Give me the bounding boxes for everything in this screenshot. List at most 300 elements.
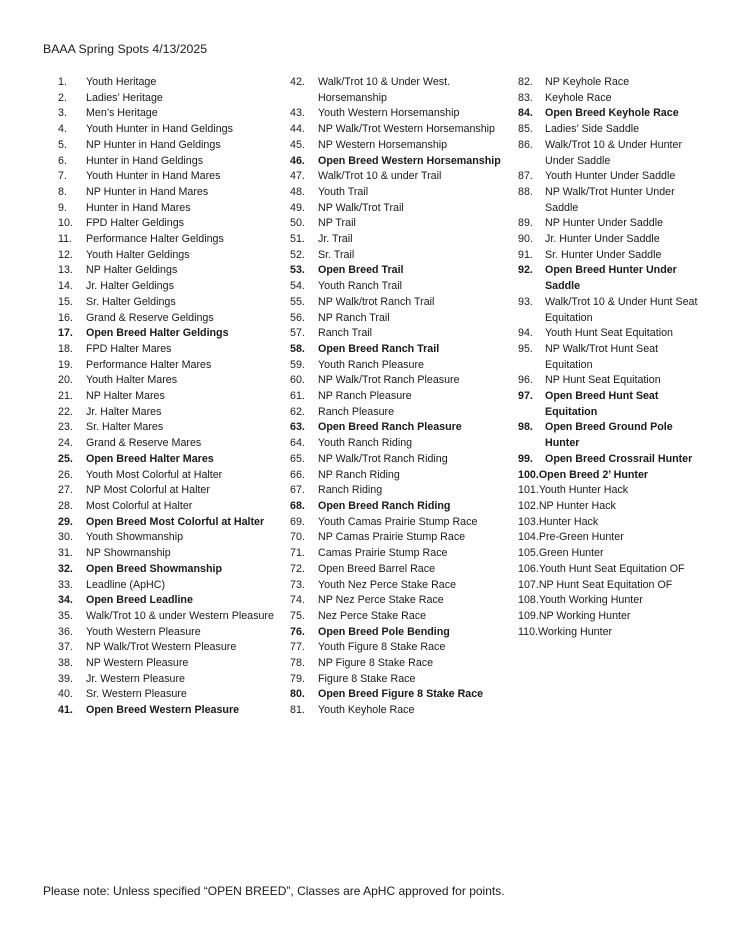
class-list-item: [290, 138, 510, 154]
class-list-item: [290, 656, 510, 672]
class-number: 29.: [58, 515, 73, 528]
class-list-item: [290, 279, 510, 295]
class-list-item: [518, 342, 698, 373]
class-name: NP Walk/Trot Hunter Under Saddle: [545, 185, 675, 214]
class-list-item: [518, 546, 698, 562]
class-number: 106.: [518, 562, 539, 575]
class-number: 10.: [58, 217, 73, 230]
class-list-item: [290, 326, 510, 342]
class-list-item: [518, 75, 698, 91]
class-name: NP Western Horsemanship: [318, 138, 448, 151]
class-number: 67.: [290, 484, 305, 497]
class-list-item: [58, 625, 283, 641]
class-list-item: [58, 154, 283, 170]
class-name: NP Hunt Seat Equitation OF: [538, 578, 673, 591]
class-number: 56.: [290, 311, 305, 324]
class-name: FPD Halter Geldings: [86, 217, 185, 230]
class-name: Grand & Reserve Mares: [86, 437, 202, 450]
class-list-item: [518, 91, 698, 107]
class-number: 57.: [290, 327, 305, 340]
class-name: Ranch Pleasure: [318, 405, 395, 418]
class-list-item: [518, 138, 698, 169]
class-number: 27.: [58, 484, 73, 497]
class-name: Sr. Halter Geldings: [86, 295, 176, 308]
class-number: 87.: [518, 170, 533, 183]
class-number: 13.: [58, 264, 73, 277]
class-number: 1.: [58, 76, 67, 88]
class-name: Walk/Trot 10 & Under West. Horsemanship: [318, 76, 451, 104]
class-name: Youth Heritage: [86, 76, 157, 88]
class-list-item: [58, 515, 283, 531]
class-number: 59.: [290, 358, 305, 371]
class-number: 16.: [58, 311, 73, 324]
class-number: 96.: [518, 374, 533, 387]
class-list-item: [58, 609, 283, 625]
class-list-item: [518, 185, 698, 216]
class-number: 45.: [290, 138, 305, 151]
class-number: 101.: [518, 484, 539, 497]
class-name: Hunter Hack: [538, 515, 599, 528]
class-list-item: [290, 185, 510, 201]
class-list-item: [58, 483, 283, 499]
class-name: Open Breed Western Horsemanship: [318, 154, 501, 167]
class-number: 110.: [518, 625, 539, 638]
class-list-item: [518, 593, 698, 609]
class-name: Open Breed Ranch Riding: [318, 499, 451, 512]
class-number: 54.: [290, 280, 305, 293]
class-list-item: [290, 154, 510, 170]
class-name: Open Breed Leadline: [86, 594, 193, 607]
footer-note: Please note: Unless specified “OPEN BREED”, Classes are ApHC approved for points.: [43, 884, 505, 898]
class-number: 84.: [518, 107, 533, 120]
class-number: 48.: [290, 185, 305, 198]
class-name: Jr. Halter Mares: [86, 405, 162, 418]
class-name: Open Breed Keyhole Race: [545, 107, 679, 120]
class-list-item: [290, 232, 510, 248]
class-number: 62.: [290, 405, 305, 418]
class-name: NP Trail: [318, 217, 356, 230]
class-name: NP Ranch Pleasure: [318, 390, 412, 403]
class-number: 80.: [290, 688, 305, 701]
class-name: Open Breed Most Colorful at Halter: [86, 515, 265, 528]
class-list-item: [58, 546, 283, 562]
class-number: 70.: [290, 531, 305, 544]
class-name: Performance Halter Geldings: [86, 233, 224, 246]
class-name: Ranch Riding: [318, 484, 383, 497]
class-list-item: [518, 499, 698, 515]
class-list-item: [290, 640, 510, 656]
class-name: Walk/Trot 10 & under Trail: [318, 170, 442, 183]
class-list-item: [58, 530, 283, 546]
class-list-item: [518, 578, 698, 594]
class-name: NP Working Hunter: [538, 609, 631, 622]
class-list-item: [290, 169, 510, 185]
class-number: 4.: [58, 123, 67, 136]
class-number: 31.: [58, 547, 73, 560]
class-number: 49.: [290, 201, 305, 214]
class-number: 50.: [290, 217, 305, 230]
class-name: Youth Hunter in Hand Geldings: [86, 123, 233, 136]
class-list-item: [58, 373, 283, 389]
class-name: Green Hunter: [538, 547, 604, 560]
class-name: NP Figure 8 Stake Race: [318, 657, 434, 670]
class-name: NP Walk/Trot Ranch Riding: [318, 452, 448, 465]
class-number: 69.: [290, 515, 305, 528]
class-number: 44.: [290, 123, 305, 136]
class-list-item: [58, 138, 283, 154]
class-list-item: [290, 311, 510, 327]
class-number: 91.: [518, 248, 533, 261]
class-list-item: [518, 515, 698, 531]
class-list-item: [58, 75, 283, 91]
class-name: Youth Nez Perce Stake Race: [318, 578, 457, 591]
class-name: Sr. Western Pleasure: [86, 688, 187, 701]
class-name: NP Western Pleasure: [86, 657, 189, 670]
class-number: 73.: [290, 578, 305, 591]
class-name: Performance Halter Mares: [86, 358, 212, 371]
class-number: 93.: [518, 295, 533, 308]
class-name: NP Walk/trot Ranch Trail: [318, 295, 435, 308]
class-name: Youth Hunt Seat Equitation: [545, 327, 673, 340]
class-number: 64.: [290, 437, 305, 450]
class-list-item: [58, 640, 283, 656]
class-list-item: [518, 562, 698, 578]
class-name: Jr. Western Pleasure: [86, 672, 185, 685]
class-list-item: [518, 122, 698, 138]
class-name: Jr. Hunter Under Saddle: [545, 233, 660, 246]
class-name: Youth Hunt Seat Equitation OF: [538, 562, 685, 575]
class-list-item: [58, 452, 283, 468]
class-list-item: [290, 562, 510, 578]
class-list-item: [518, 216, 698, 232]
class-name: Ladies’ Side Saddle: [545, 123, 640, 136]
class-name: Youth Ranch Riding: [318, 437, 413, 450]
class-name: Open Breed Trail: [318, 264, 404, 277]
class-name: Pre-Green Hunter: [538, 531, 624, 544]
class-number: 36.: [58, 625, 73, 638]
class-number: 30.: [58, 531, 73, 544]
class-name: NP Nez Perce Stake Race: [318, 594, 444, 607]
class-name: NP Hunter in Hand Mares: [86, 185, 209, 198]
class-number: 58.: [290, 342, 305, 355]
class-number: 51.: [290, 233, 305, 246]
class-number: 47.: [290, 170, 305, 183]
class-number: 7.: [58, 170, 67, 183]
class-name: Leadline (ApHC): [86, 578, 166, 591]
class-number: 39.: [58, 672, 73, 685]
class-list-item: [518, 373, 698, 389]
class-name: Sr. Hunter Under Saddle: [545, 248, 662, 261]
class-list-item: [58, 106, 283, 122]
class-number: 79.: [290, 672, 305, 685]
class-list-item: [290, 342, 510, 358]
class-name: Open Breed 2’ Hunter: [538, 468, 649, 481]
class-list-item: [58, 248, 283, 264]
class-number: 52.: [290, 248, 305, 261]
class-number: 60.: [290, 374, 305, 387]
class-list-item: [290, 405, 510, 421]
class-list-item: [518, 263, 698, 294]
class-number: 20.: [58, 374, 73, 387]
class-name: Youth Showmanship: [86, 531, 184, 544]
class-list-item: [58, 578, 283, 594]
class-name: Youth Trail: [318, 185, 369, 198]
class-number: 40.: [58, 688, 73, 701]
class-number: 23.: [58, 421, 73, 434]
class-number: 74.: [290, 594, 305, 607]
class-name: Most Colorful at Halter: [86, 499, 193, 512]
class-number: 11.: [58, 233, 73, 246]
class-number: 22.: [58, 405, 73, 418]
class-name: Youth Hunter Under Saddle: [545, 170, 676, 183]
class-name: Open Breed Ranch Pleasure: [318, 421, 462, 434]
class-number: 15.: [58, 295, 73, 308]
class-list-item: [290, 436, 510, 452]
class-list-item: [58, 656, 283, 672]
class-number: 95.: [518, 342, 533, 355]
class-list-item: [58, 326, 283, 342]
class-list-item: [58, 122, 283, 138]
class-list-item: [518, 625, 698, 641]
class-list-item: [290, 483, 510, 499]
class-number: 21.: [58, 390, 73, 403]
class-list-item: [290, 106, 510, 122]
class-number: 12.: [58, 248, 73, 261]
class-list-item: [58, 389, 283, 405]
class-list-item: [290, 687, 510, 703]
class-name: NP Walk/Trot Western Horsemanship: [318, 123, 495, 136]
class-list-item: [58, 91, 283, 107]
class-name: Youth Ranch Pleasure: [318, 358, 424, 371]
class-name: Jr. Halter Geldings: [86, 280, 174, 293]
class-name: Youth Hunter Hack: [538, 484, 629, 497]
class-number: 33.: [58, 578, 73, 591]
class-number: 103.: [518, 515, 539, 528]
class-list-item: [58, 499, 283, 515]
class-number: 43.: [290, 107, 305, 120]
class-list-item: [290, 593, 510, 609]
class-name: Open Breed Crossrail Hunter: [545, 452, 693, 465]
class-name: Walk/Trot 10 & Under Hunt Seat Equitation: [545, 295, 698, 324]
class-name: NP Hunter Under Saddle: [545, 217, 664, 230]
class-list-item: [518, 295, 698, 326]
class-list-item: [290, 546, 510, 562]
class-name: Open Breed Halter Mares: [86, 452, 214, 465]
class-list-item: [290, 625, 510, 641]
class-number: 72.: [290, 562, 305, 575]
class-number: 90.: [518, 233, 533, 246]
class-number: 105.: [518, 547, 539, 560]
class-name: Jr. Trail: [318, 233, 353, 246]
class-list-item: [518, 326, 698, 342]
class-list-item: [58, 216, 283, 232]
class-name: NP Halter Mares: [86, 390, 165, 403]
class-number: 19.: [58, 358, 73, 371]
class-name: Open Breed Pole Bending: [318, 625, 450, 638]
class-list-item: [290, 295, 510, 311]
class-name: NP Halter Geldings: [86, 264, 178, 277]
class-number: 76.: [290, 625, 305, 638]
class-list-item: [518, 248, 698, 264]
class-list-item: [518, 483, 698, 499]
class-name: Nez Perce Stake Race: [318, 609, 427, 622]
class-name: Open Breed Halter Geldings: [86, 327, 229, 340]
class-list-item: [518, 169, 698, 185]
class-name: Youth Halter Geldings: [86, 248, 190, 261]
class-list-item: [58, 263, 283, 279]
class-list-item: [518, 452, 698, 468]
class-list-item: [290, 389, 510, 405]
class-name: Youth Working Hunter: [538, 594, 643, 607]
class-list-item: [58, 311, 283, 327]
class-name: Open Breed Western Pleasure: [86, 704, 240, 717]
class-list-item: [518, 609, 698, 625]
class-list-item: [290, 201, 510, 217]
class-name: Open Breed Ground Pole Hunter: [545, 421, 673, 450]
class-name: NP Hunter Hack: [538, 499, 616, 512]
class-number: 109.: [518, 609, 539, 622]
class-list-item: [290, 530, 510, 546]
class-number: 14.: [58, 280, 73, 293]
class-list-item: [58, 703, 283, 719]
class-list-item: [290, 248, 510, 264]
class-number: 68.: [290, 499, 305, 512]
class-name: Ranch Trail: [318, 327, 373, 340]
class-name: Open Breed Hunt Seat Equitation: [545, 390, 659, 418]
class-name: Youth Hunter in Hand Mares: [86, 170, 221, 183]
class-list-item: [518, 232, 698, 248]
class-name: NP Walk/Trot Trail: [318, 201, 404, 214]
class-number: 98.: [518, 421, 533, 434]
class-number: 97.: [518, 390, 533, 403]
class-number: 89.: [518, 217, 533, 230]
class-list-item: [58, 169, 283, 185]
class-number: 6.: [58, 154, 67, 167]
class-name: NP Walk/Trot Ranch Pleasure: [318, 374, 460, 387]
class-number: 18.: [58, 342, 73, 355]
class-number: 9.: [58, 201, 67, 214]
class-list-item: [58, 468, 283, 484]
class-number: 102.: [518, 499, 539, 512]
class-number: 77.: [290, 641, 305, 654]
class-name: Ladies’ Heritage: [86, 91, 163, 104]
class-name: Keyhole Race: [545, 91, 612, 104]
class-number: 3.: [58, 107, 67, 120]
class-number: 65.: [290, 452, 305, 465]
class-list-item: [58, 279, 283, 295]
class-number: 61.: [290, 390, 305, 403]
class-name: Youth Camas Prairie Stump Race: [318, 515, 478, 528]
class-number: 17.: [58, 327, 73, 340]
class-list-item: [290, 468, 510, 484]
class-number: 82.: [518, 76, 533, 88]
class-name: NP Camas Prairie Stump Race: [318, 531, 466, 544]
class-list-item: [290, 122, 510, 138]
class-number: 108.: [518, 594, 539, 607]
class-number: 66.: [290, 468, 305, 481]
class-list-item: [58, 687, 283, 703]
class-name: Youth Keyhole Race: [318, 704, 415, 717]
class-name: Youth Halter Mares: [86, 374, 178, 387]
class-list-item: [290, 672, 510, 688]
class-list-item: [58, 562, 283, 578]
class-number: 8.: [58, 185, 67, 198]
class-name: Open Breed Ranch Trail: [318, 342, 440, 355]
class-number: 99.: [518, 452, 533, 465]
class-name: Open Breed Showmanship: [86, 562, 222, 575]
class-list-item: [58, 405, 283, 421]
class-name: Youth Western Horsemanship: [318, 107, 460, 120]
class-list-column-1: [58, 75, 283, 719]
class-name: Open Breed Hunter Under Saddle: [545, 264, 677, 293]
class-name: Grand & Reserve Geldings: [86, 311, 214, 324]
class-list-item: [518, 468, 698, 484]
class-number: 34.: [58, 594, 73, 607]
class-number: 41.: [58, 704, 73, 717]
class-number: 92.: [518, 264, 533, 277]
class-name: Youth Figure 8 Stake Race: [318, 641, 446, 654]
class-list-item: [290, 216, 510, 232]
class-name: NP Keyhole Race: [545, 76, 630, 88]
class-list-item: [518, 420, 698, 451]
class-list-item: [58, 295, 283, 311]
class-number: 94.: [518, 327, 533, 340]
class-number: 78.: [290, 657, 305, 670]
class-name: Hunter in Hand Geldings: [86, 154, 204, 167]
class-number: 53.: [290, 264, 305, 277]
class-number: 42.: [290, 76, 305, 88]
class-number: 104.: [518, 531, 539, 544]
class-list-item: [290, 703, 510, 719]
class-list-item: [58, 185, 283, 201]
class-list-item: [290, 263, 510, 279]
class-name: NP Hunt Seat Equitation: [545, 374, 661, 387]
class-number: 100.: [518, 468, 539, 481]
class-list-item: [58, 420, 283, 436]
class-number: 75.: [290, 609, 305, 622]
class-number: 38.: [58, 657, 73, 670]
class-name: Camas Prairie Stump Race: [318, 547, 448, 560]
class-list-item: [58, 593, 283, 609]
class-number: 55.: [290, 295, 305, 308]
class-number: 26.: [58, 468, 73, 481]
class-list-item: [58, 342, 283, 358]
class-list-item: [290, 515, 510, 531]
class-name: Men’s Heritage: [86, 107, 158, 120]
class-number: 24.: [58, 437, 73, 450]
class-name: FPD Halter Mares: [86, 342, 172, 355]
class-number: 5.: [58, 138, 67, 151]
class-name: Youth Most Colorful at Halter: [86, 468, 223, 481]
class-list-item: [518, 389, 698, 420]
class-name: Youth Ranch Trail: [318, 280, 402, 293]
class-list-item: [58, 358, 283, 374]
class-name: Sr. Halter Mares: [86, 421, 164, 434]
class-list-item: [290, 578, 510, 594]
class-list-item: [58, 672, 283, 688]
class-list-item: [290, 499, 510, 515]
class-name: NP Hunter in Hand Geldings: [86, 138, 221, 151]
class-number: 32.: [58, 562, 73, 575]
class-list-item: [518, 530, 698, 546]
class-list-item: [58, 232, 283, 248]
class-name: Walk/Trot 10 & under Western Pleasure: [86, 609, 274, 622]
class-name: NP Walk/Trot Western Pleasure: [86, 641, 237, 654]
class-number: 85.: [518, 123, 533, 136]
class-list-column-3: [518, 75, 698, 640]
class-name: NP Walk/Trot Hunt Seat Equitation: [545, 342, 659, 371]
class-name: Sr. Trail: [318, 248, 355, 261]
